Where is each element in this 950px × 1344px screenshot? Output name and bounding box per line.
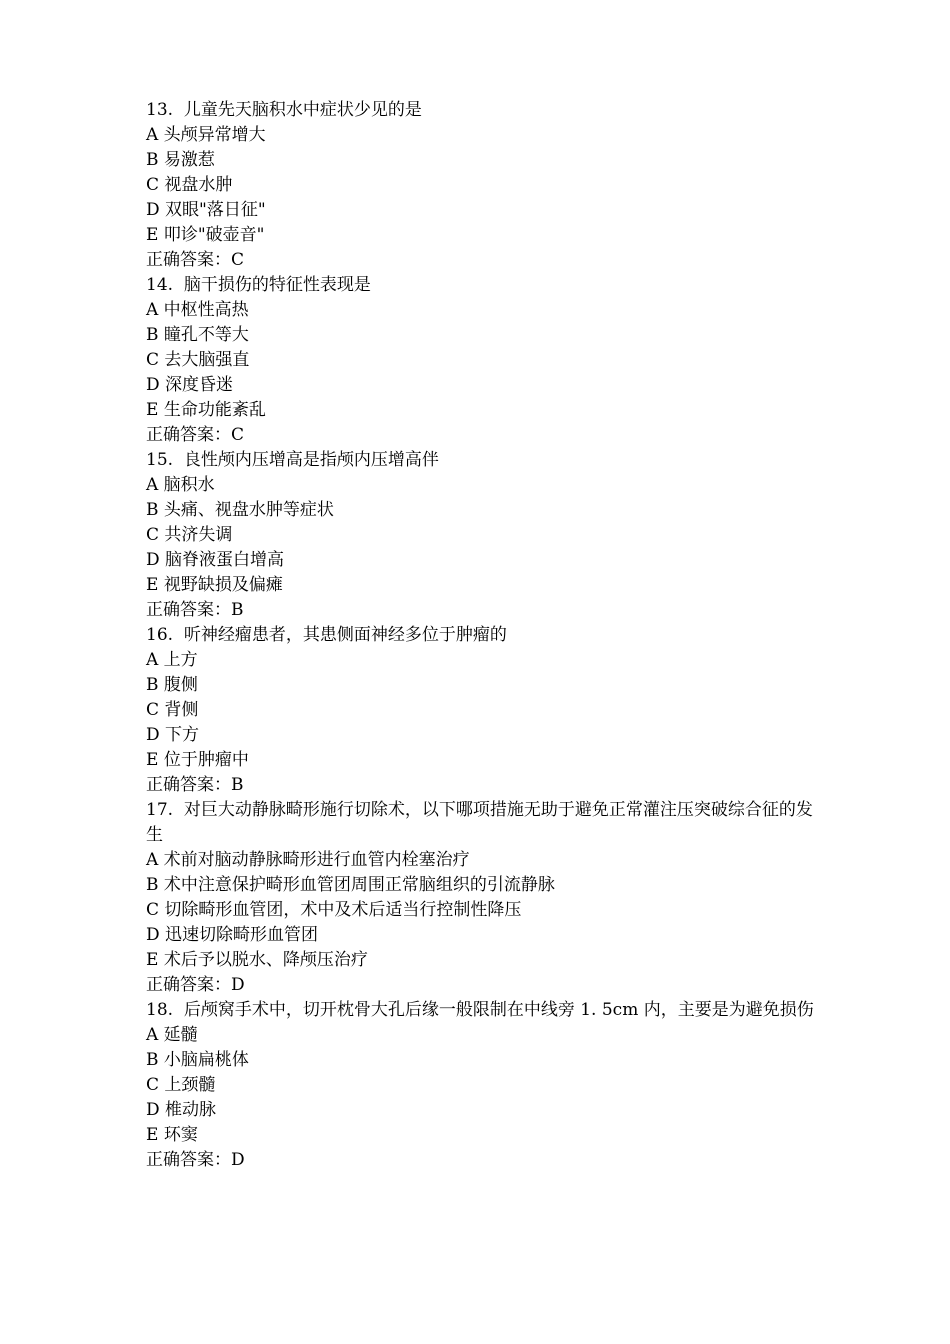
question-block [146,448,816,623]
question-stem: 16. 听神经瘤患者，其患侧面神经多位于肿瘤的 [146,625,507,645]
option-d: D 深度昏迷 [146,375,234,395]
option-e: E 生命功能紊乱 [146,400,266,420]
question-stem: 15. 良性颅内压增高是指颅内压增高伴 [146,450,439,470]
option-d: D 迅速切除畸形血管团 [146,925,319,945]
correct-answer: 正确答案：C [146,250,245,270]
correct-answer: 正确答案：C [146,425,245,445]
option-d: D 双眼"落日征" [146,200,266,220]
option-e: E 视野缺损及偏瘫 [146,575,283,595]
question-stem: 13. 儿童先天脑积水中症状少见的是 [146,100,422,120]
option-e: E 环窦 [146,1125,198,1145]
correct-answer: 正确答案：D [146,975,245,995]
question-stem: 18. 后颅窝手术中，切开枕骨大孔后缘一般限制在中线旁 1. 5cm 内，主要是为避免损伤 [146,1000,814,1020]
question-block [146,273,816,448]
option-a: A 头颅异常增大 [146,125,266,145]
option-a: A 上方 [146,650,198,670]
question-block [146,98,816,273]
question-stem: 14. 脑干损伤的特征性表现是 [146,275,371,295]
question-stem: 17. 对巨大动静脉畸形施行切除术，以下哪项措施无助于避免正常灌注压突破综合征的发生 [146,800,813,845]
correct-answer: 正确答案：D [146,1150,245,1170]
option-b: B 瞳孔不等大 [146,325,249,345]
option-d: D 椎动脉 [146,1100,217,1120]
option-b: B 腹侧 [146,675,198,695]
option-a: A 中枢性高热 [146,300,249,320]
option-e: E 位于肿瘤中 [146,750,249,770]
option-b: B 头痛、视盘水肿等症状 [146,500,334,520]
question-block [146,798,816,998]
correct-answer: 正确答案：B [146,775,244,795]
option-d: D 脑脊液蛋白增高 [146,550,285,570]
option-c: C 共济失调 [146,525,233,545]
option-c: C 上颈髓 [146,1075,216,1095]
option-b: B 易激惹 [146,150,215,170]
document-page [146,98,816,1173]
option-a: A 脑积水 [146,475,215,495]
option-a: A 延髓 [146,1025,198,1045]
question-block [146,998,816,1173]
option-c: C 去大脑强直 [146,350,250,370]
option-b: B 小脑扁桃体 [146,1050,249,1070]
option-e: E 术后予以脱水、降颅压治疗 [146,950,368,970]
option-c: C 背侧 [146,700,199,720]
option-d: D 下方 [146,725,200,745]
option-c: C 切除畸形血管团，术中及术后适当行控制性降压 [146,900,522,920]
option-a: A 术前对脑动静脉畸形进行血管内栓塞治疗 [146,850,470,870]
option-b: B 术中注意保护畸形血管团周围正常脑组织的引流静脉 [146,875,555,895]
option-c: C 视盘水肿 [146,175,233,195]
correct-answer: 正确答案：B [146,600,244,620]
question-block [146,623,816,798]
option-e: E 叩诊"破壶音" [146,225,265,245]
